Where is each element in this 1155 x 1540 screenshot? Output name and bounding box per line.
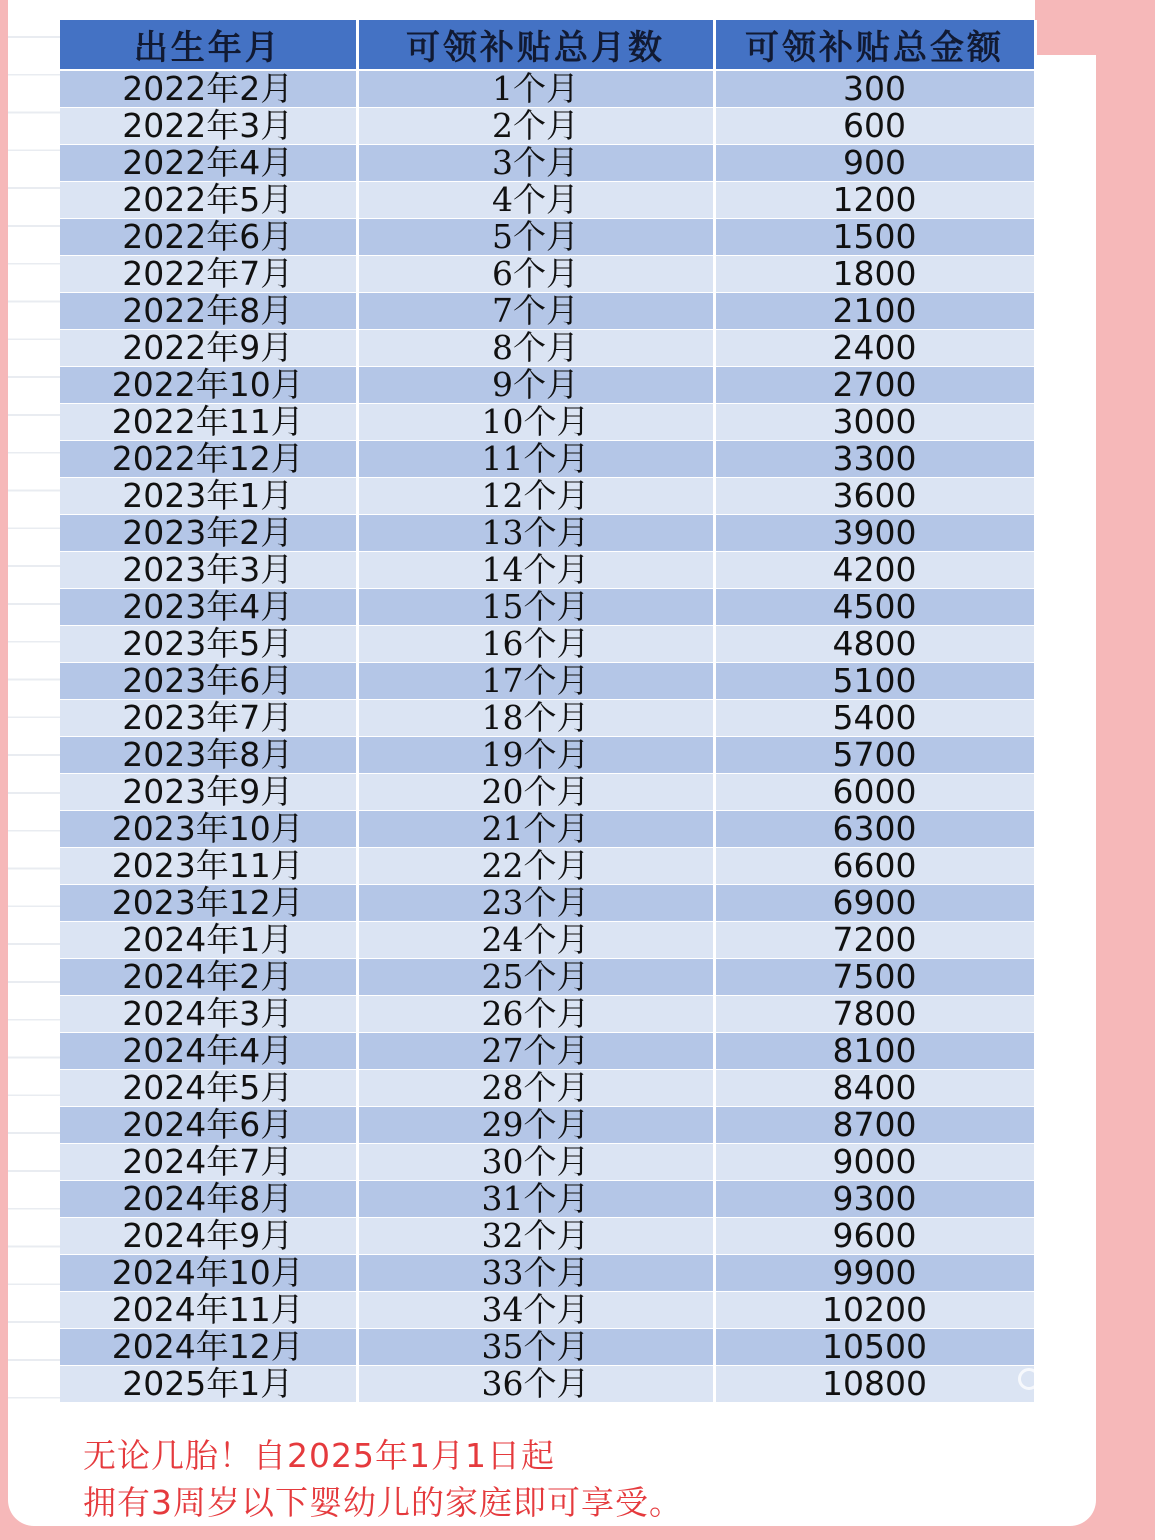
months-cell: 8个月 [357,330,714,367]
table-row [60,663,1035,700]
background-corner [1035,0,1155,55]
birth-month-cell: 2022年11月 [60,404,357,441]
months-cell: 19个月 [357,737,714,774]
birth-month-cell: 2024年12月 [60,1329,357,1366]
months-cell: 1个月 [357,70,714,108]
birth-month-cell: 2023年4月 [60,589,357,626]
amount-cell: 5700 [714,737,1035,774]
months-cell: 27个月 [357,1033,714,1070]
birth-month-cell: 2023年9月 [60,774,357,811]
birth-month-cell: 2024年3月 [60,996,357,1033]
months-cell: 18个月 [357,700,714,737]
birth-month-cell: 2023年11月 [60,848,357,885]
birth-month-cell: 2024年6月 [60,1107,357,1144]
birth-month-cell: 2024年9月 [60,1218,357,1255]
header-subsidy-months: 可领补贴总月数 [357,20,714,70]
table-row [60,774,1035,811]
months-cell: 33个月 [357,1255,714,1292]
table-row [60,441,1035,478]
birth-month-cell: 2023年6月 [60,663,357,700]
months-cell: 32个月 [357,1218,714,1255]
months-cell: 7个月 [357,293,714,330]
footnote-line-2: 拥有3周岁以下婴幼儿的家庭即可享受。 [83,1483,683,1522]
table-row [60,1144,1035,1181]
amount-cell: 1500 [714,219,1035,256]
table-row [60,959,1035,996]
months-cell: 25个月 [357,959,714,996]
amount-cell: 5400 [714,700,1035,737]
amount-cell: 7500 [714,959,1035,996]
table-row [60,219,1035,256]
birth-month-cell: 2022年2月 [60,70,357,108]
birth-month-cell: 2023年8月 [60,737,357,774]
months-cell: 3个月 [357,145,714,182]
amount-cell: 10800 [714,1366,1035,1403]
table-row [60,1366,1035,1403]
spreadsheet-gridlines [8,0,60,1425]
months-cell: 20个月 [357,774,714,811]
birth-month-cell: 2022年8月 [60,293,357,330]
subsidy-table [60,20,1037,1403]
months-cell: 26个月 [357,996,714,1033]
months-cell: 10个月 [357,404,714,441]
birth-month-cell: 2022年3月 [60,108,357,145]
birth-month-cell: 2024年2月 [60,959,357,996]
months-cell: 31个月 [357,1181,714,1218]
birth-month-cell: 2023年7月 [60,700,357,737]
birth-month-cell: 2022年10月 [60,367,357,404]
birth-month-cell: 2022年6月 [60,219,357,256]
birth-month-cell: 2022年5月 [60,182,357,219]
table-row [60,404,1035,441]
months-cell: 23个月 [357,885,714,922]
amount-cell: 8400 [714,1070,1035,1107]
birth-month-cell: 2024年1月 [60,922,357,959]
birth-month-cell: 2022年4月 [60,145,357,182]
table-row [60,552,1035,589]
amount-cell: 600 [714,108,1035,145]
amount-cell: 8100 [714,1033,1035,1070]
birth-month-cell: 2025年1月 [60,1366,357,1403]
birth-month-cell: 2023年2月 [60,515,357,552]
amount-cell: 7200 [714,922,1035,959]
amount-cell: 6000 [714,774,1035,811]
birth-month-cell: 2023年1月 [60,478,357,515]
amount-cell: 3000 [714,404,1035,441]
table-row [60,626,1035,663]
watermark-icon [1018,1368,1040,1390]
months-cell: 16个月 [357,626,714,663]
table-row [60,1107,1035,1144]
table-row [60,293,1035,330]
months-cell: 9个月 [357,367,714,404]
birth-month-cell: 2023年10月 [60,811,357,848]
header-birth-month: 出生年月 [60,20,357,70]
birth-month-cell: 2022年9月 [60,330,357,367]
table-row [60,182,1035,219]
table-row [60,922,1035,959]
birth-month-cell: 2024年7月 [60,1144,357,1181]
table-row [60,1033,1035,1070]
table-row [60,145,1035,182]
birth-month-cell: 2024年10月 [60,1255,357,1292]
table-body [60,70,1035,1403]
table-row [60,589,1035,626]
birth-month-cell: 2024年8月 [60,1181,357,1218]
amount-cell: 9000 [714,1144,1035,1181]
amount-cell: 1200 [714,182,1035,219]
months-cell: 28个月 [357,1070,714,1107]
table-row [60,1218,1035,1255]
birth-month-cell: 2022年12月 [60,441,357,478]
table-row [60,1181,1035,1218]
months-cell: 14个月 [357,552,714,589]
table-row [60,700,1035,737]
table-row [60,1070,1035,1107]
amount-cell: 6600 [714,848,1035,885]
amount-cell: 9600 [714,1218,1035,1255]
birth-month-cell: 2024年11月 [60,1292,357,1329]
birth-month-cell: 2022年7月 [60,256,357,293]
table-row [60,885,1035,922]
amount-cell: 7800 [714,996,1035,1033]
amount-cell: 9300 [714,1181,1035,1218]
amount-cell: 1800 [714,256,1035,293]
months-cell: 5个月 [357,219,714,256]
birth-month-cell: 2023年5月 [60,626,357,663]
amount-cell: 900 [714,145,1035,182]
months-cell: 35个月 [357,1329,714,1366]
birth-month-cell: 2023年3月 [60,552,357,589]
birth-month-cell: 2024年4月 [60,1033,357,1070]
table-header-row [60,20,1035,70]
amount-cell: 10200 [714,1292,1035,1329]
months-cell: 12个月 [357,478,714,515]
footnote-line-1: 无论几胎！自2025年1月1日起 [83,1436,555,1475]
amount-cell: 10500 [714,1329,1035,1366]
table-row [60,367,1035,404]
table-row [60,1255,1035,1292]
amount-cell: 2700 [714,367,1035,404]
amount-cell: 4200 [714,552,1035,589]
months-cell: 6个月 [357,256,714,293]
months-cell: 36个月 [357,1366,714,1403]
amount-cell: 3600 [714,478,1035,515]
table-row [60,515,1035,552]
amount-cell: 2400 [714,330,1035,367]
amount-cell: 8700 [714,1107,1035,1144]
table-row [60,108,1035,145]
amount-cell: 3300 [714,441,1035,478]
amount-cell: 300 [714,70,1035,108]
months-cell: 4个月 [357,182,714,219]
amount-cell: 6900 [714,885,1035,922]
months-cell: 30个月 [357,1144,714,1181]
amount-cell: 4500 [714,589,1035,626]
months-cell: 34个月 [357,1292,714,1329]
table-row [60,848,1035,885]
amount-cell: 3900 [714,515,1035,552]
table-row [60,1329,1035,1366]
amount-cell: 2100 [714,293,1035,330]
amount-cell: 4800 [714,626,1035,663]
months-cell: 11个月 [357,441,714,478]
amount-cell: 6300 [714,811,1035,848]
table-row [60,996,1035,1033]
months-cell: 2个月 [357,108,714,145]
months-cell: 15个月 [357,589,714,626]
months-cell: 17个月 [357,663,714,700]
table-row [60,256,1035,293]
header-subsidy-amount: 可领补贴总金额 [714,20,1035,70]
months-cell: 22个月 [357,848,714,885]
table-row [60,737,1035,774]
months-cell: 13个月 [357,515,714,552]
table-row [60,330,1035,367]
months-cell: 21个月 [357,811,714,848]
amount-cell: 9900 [714,1255,1035,1292]
birth-month-cell: 2023年12月 [60,885,357,922]
amount-cell: 5100 [714,663,1035,700]
months-cell: 29个月 [357,1107,714,1144]
table-row [60,1292,1035,1329]
table-row [60,70,1035,108]
table-row [60,811,1035,848]
months-cell: 24个月 [357,922,714,959]
birth-month-cell: 2024年5月 [60,1070,357,1107]
table-row [60,478,1035,515]
